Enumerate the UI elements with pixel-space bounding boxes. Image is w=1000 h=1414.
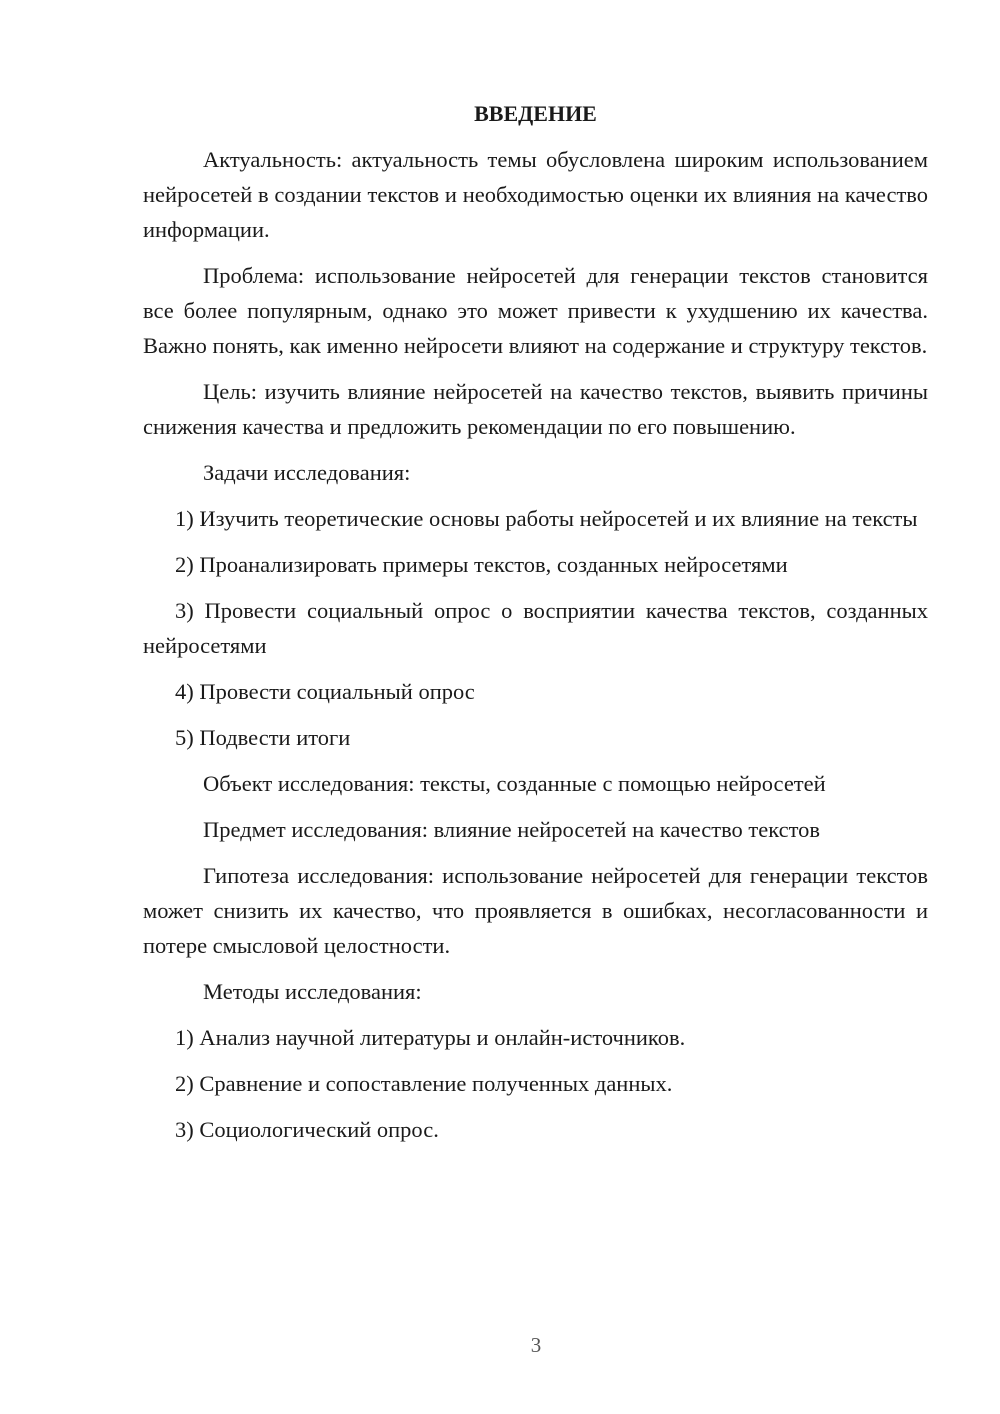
task-item: 2) Проанализировать примеры текстов, созданных нейросетями	[175, 552, 788, 577]
task-item: 3) Провести социальный опрос о восприятии качества текстов, созданных нейросетями	[143, 598, 928, 658]
object-paragraph: Объект исследования: тексты, созданные с помощью нейросетей	[203, 771, 826, 796]
problem-paragraph: Проблема: использование нейросетей для генерации текстов становится все более популярным, однако это может привести к ухудшению их качества. Важно понять, как именно нейросети влияют на содержание и структуру текстов.	[143, 263, 928, 358]
methods-title: Методы исследования:	[203, 979, 422, 1004]
goal-paragraph: Цель: изучить влияние нейросетей на качество текстов, выявить причины снижения качества и предложить рекомендации по его повышению.	[143, 379, 928, 439]
tasks-title: Задачи исследования:	[203, 460, 411, 485]
page-number: 3	[530, 1333, 542, 1357]
section-heading: ВВЕДЕНИЕ	[474, 101, 597, 126]
task-item: 5) Подвести итоги	[175, 725, 351, 750]
method-item: 2) Сравнение и сопоставление полученных данных.	[175, 1071, 673, 1096]
page-body	[143, 96, 928, 1158]
methods-list	[143, 1020, 928, 1147]
task-item: 4) Провести социальный опрос	[175, 679, 475, 704]
task-item: 1) Изучить теоретические основы работы нейросетей и их влияние на тексты	[175, 506, 918, 531]
tasks-list	[143, 501, 928, 755]
method-item: 1) Анализ научной литературы и онлайн-источников.	[175, 1025, 686, 1050]
hypothesis-paragraph: Гипотеза исследования: использование нейросетей для генерации текстов может снизить их качество, что проявляется в ошибках, несогласованности и потере смысловой целостности.	[143, 863, 928, 958]
subject-paragraph: Предмет исследования: влияние нейросетей на качество текстов	[203, 817, 821, 842]
method-item: 3) Социологический опрос.	[175, 1117, 439, 1142]
relevance-paragraph: Актуальность: актуальность темы обусловлена широким использованием нейросетей в создании текстов и необходимостью оценки их влияния на качество информации.	[143, 147, 928, 242]
